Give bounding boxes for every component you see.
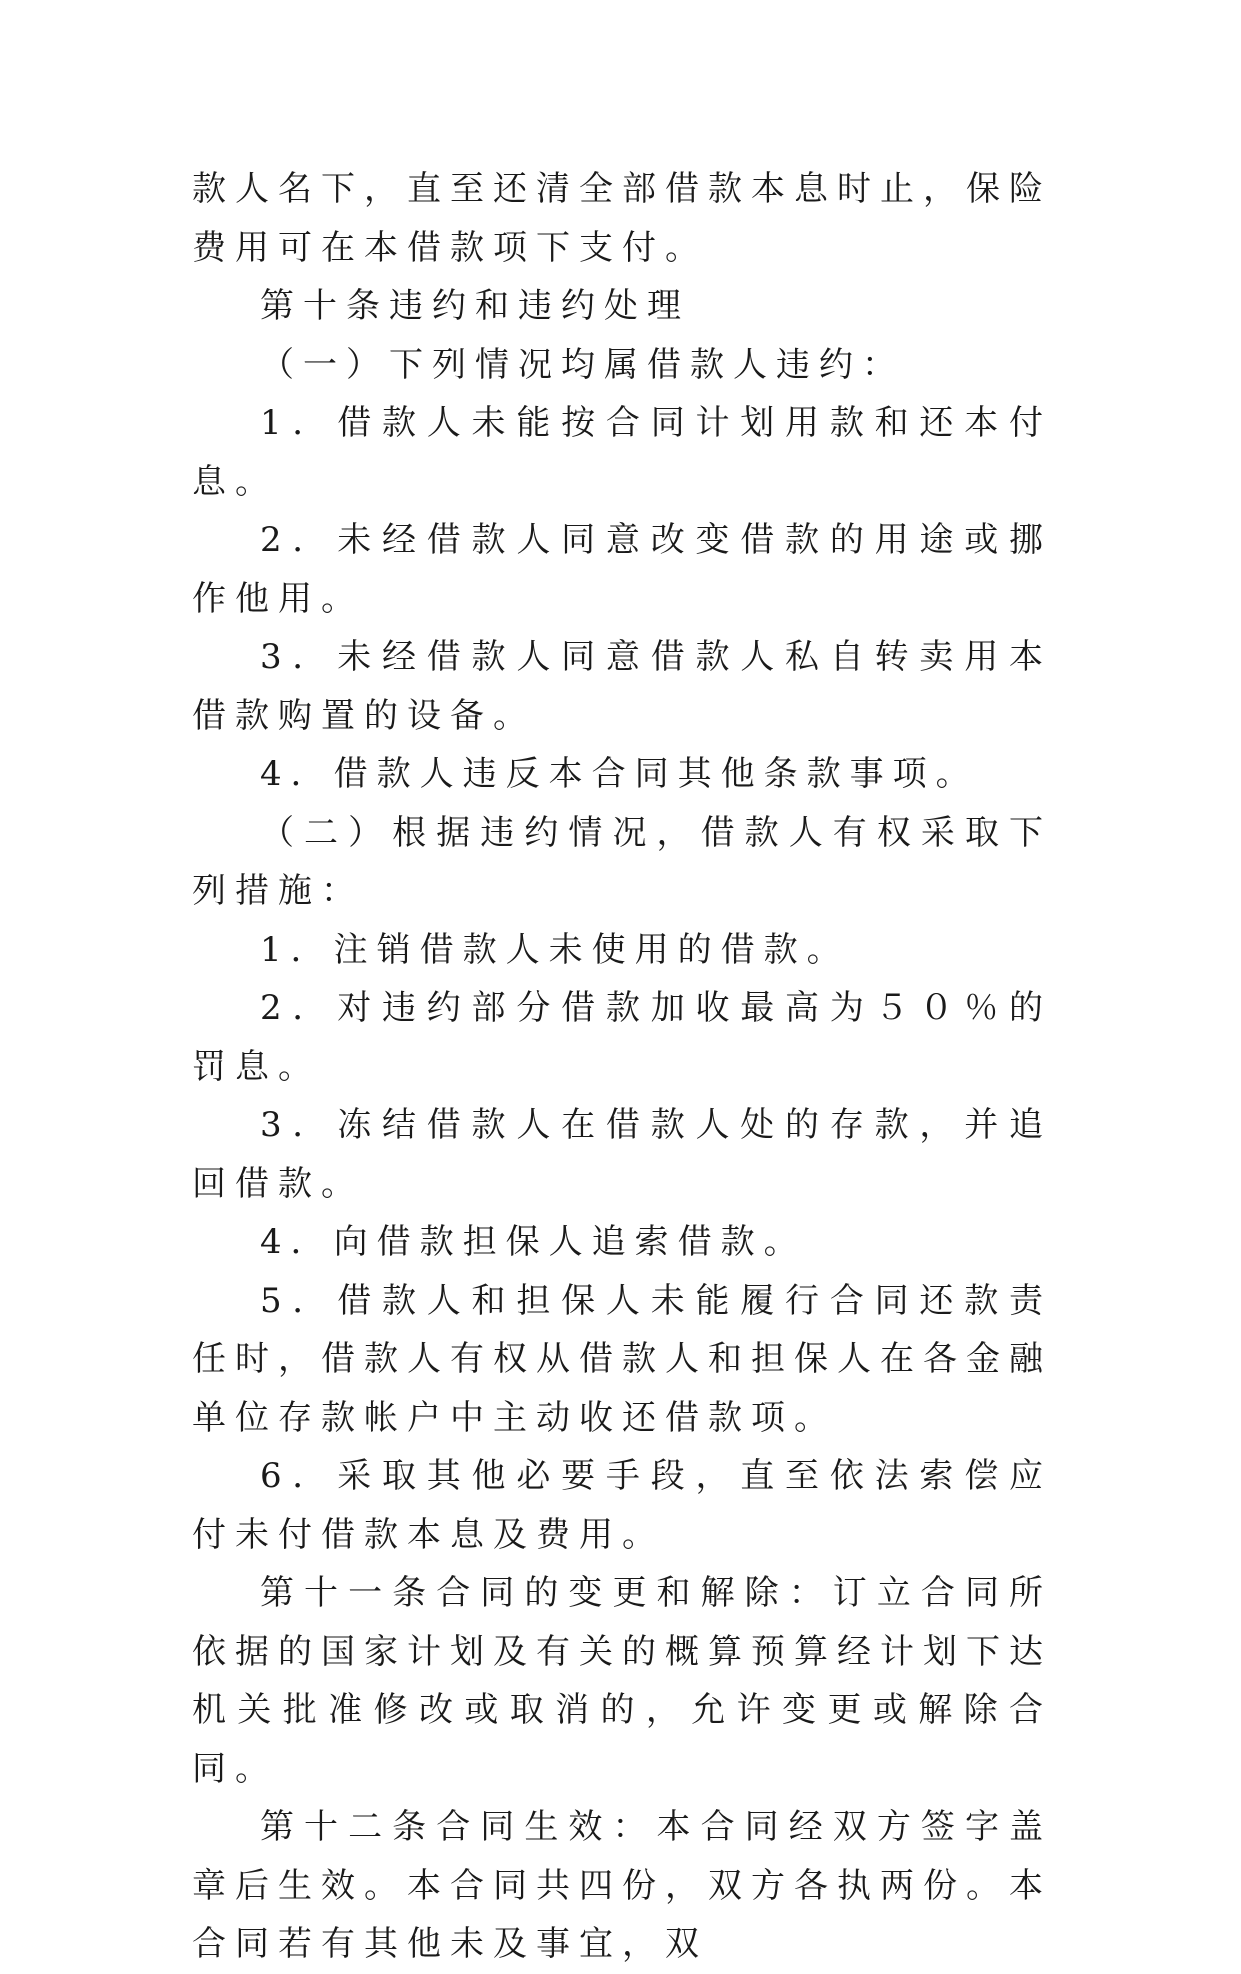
section-1-heading: （一）下列情况均属借款人违约： bbox=[260, 344, 905, 385]
list-item: 1．借款人未能按合同计划用款和还本付息。 bbox=[192, 403, 1052, 502]
article-12-paragraph: 第十二条合同生效：本合同经双方签字盖章后生效。本合同共四份，双方各执两份。本合同若有其他未及事宜，双 bbox=[192, 1807, 1052, 1964]
article-10-heading: 第十条违约和违约处理 bbox=[260, 286, 690, 326]
list-item: 3．冻结借款人在借款人处的存款，并追回借款。 bbox=[192, 1105, 1052, 1204]
list-item: 1．注销借款人未使用的借款。 bbox=[260, 929, 850, 970]
list-item: 2．未经借款人同意改变借款的用途或挪作他用。 bbox=[192, 520, 1052, 619]
list-item: 3．未经借款人同意借款人私自转卖用本借款购置的设备。 bbox=[192, 637, 1052, 736]
article-11-paragraph: 第十一条合同的变更和解除：订立合同所依据的国家计划及有关的概算预算经计划下达机关批准修改或取消的，允许变更或解除合同。 bbox=[192, 1573, 1052, 1789]
document-page bbox=[192, 160, 1052, 1974]
list-item: 5．借款人和担保人未能履行合同还款责任时，借款人有权从借款人和担保人在各金融单位存款帐户中主动收还借款项。 bbox=[192, 1280, 1052, 1438]
list-item: 2．对违约部分借款加收最高为５０％的罚息。 bbox=[192, 988, 1052, 1087]
section-2-heading: （二）根据违约情况，借款人有权采取下列措施： bbox=[192, 812, 1052, 911]
list-item: 4．借款人违反本合同其他条款事项。 bbox=[260, 754, 979, 794]
list-item: 4．向借款担保人追索借款。 bbox=[260, 1222, 807, 1262]
paragraph-continuation: 款人名下，直至还清全部借款本息时止，保险费用可在本借款项下支付。 bbox=[192, 169, 1052, 268]
list-item: 6．采取其他必要手段，直至依法索偿应付未付借款本息及费用。 bbox=[192, 1456, 1052, 1555]
